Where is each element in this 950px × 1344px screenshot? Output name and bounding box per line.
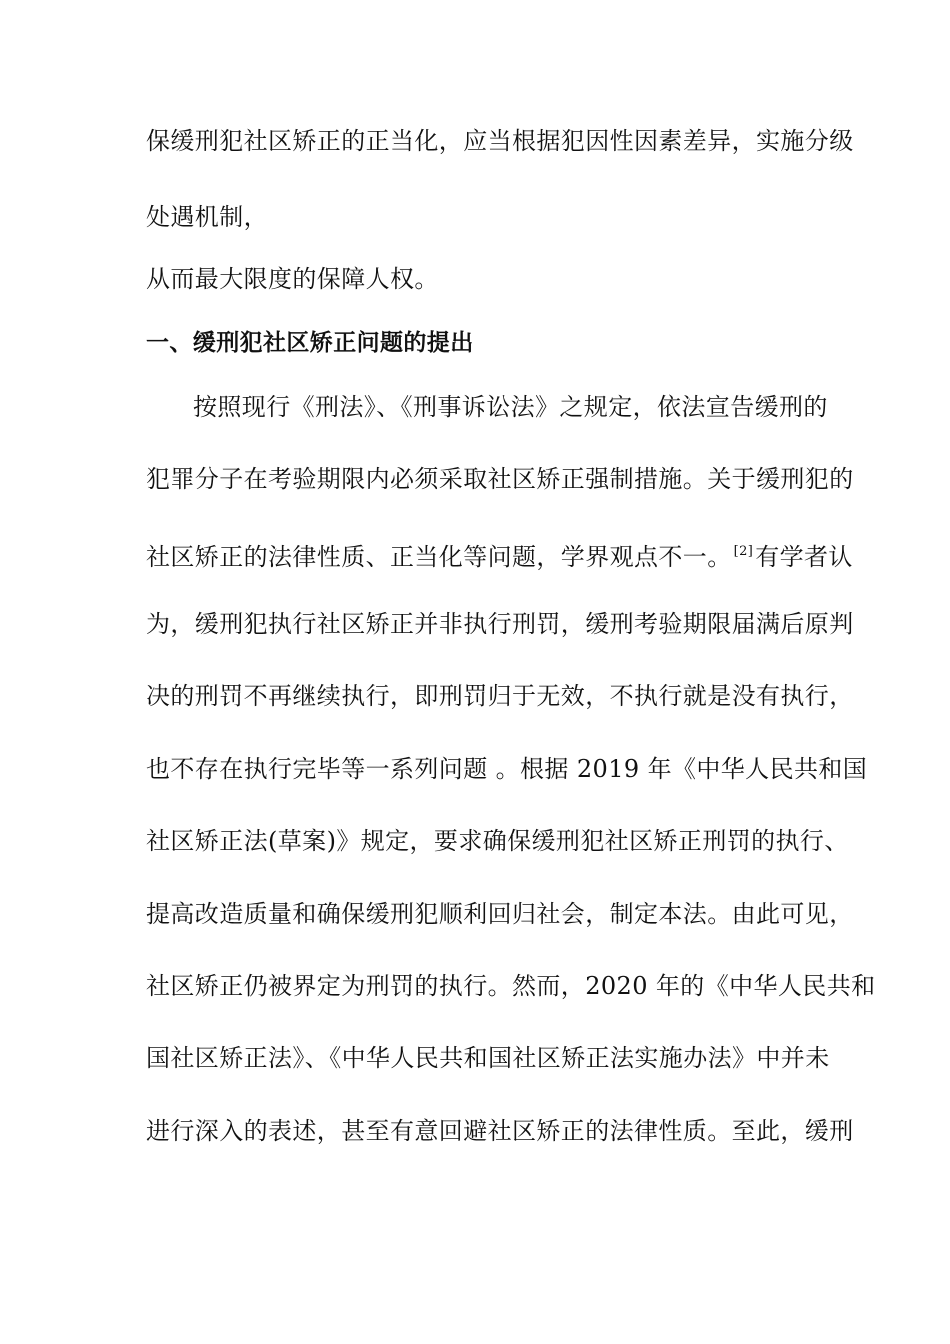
paragraph-line-2: 犯罪分子在考验期限内必须采取社区矫正强制措施。关于缓刑犯的 — [146, 465, 854, 493]
citation-marker: [2] — [733, 544, 754, 559]
paragraph-line-11: 进行深入的表述，甚至有意回避社区矫正的法律性质。至此，缓刑 — [146, 1117, 854, 1145]
paragraph-line-10: 国社区矫正法》、《中华人民共和国社区矫正法实施办法》中并未 — [146, 1044, 830, 1072]
section-heading: 一、缓刑犯社区矫正问题的提出 — [146, 330, 474, 356]
paragraph-line-8: 提高改造质量和确保缓刑犯顺利回归社会，制定本法。由此可见， — [146, 900, 854, 928]
body-line-3: 从而最大限度的保障人权。 — [146, 265, 439, 293]
paragraph-line-5: 决的刑罚不再继续执行，即刑罚归于无效，不执行就是没有执行， — [146, 682, 854, 710]
paragraph-line-3-text: 社区矫正的法律性质、正当化等问题，学界观点不一。 — [146, 543, 732, 571]
paragraph-line-9: 社区矫正仍被界定为刑罚的执行。然而，2020 年的《中华人民共和 — [146, 972, 876, 1000]
paragraph-line-1: 按照现行《刑法》、《刑事诉讼法》之规定，依法宣告缓刑的 — [193, 393, 828, 421]
paragraph-line-3 — [146, 535, 853, 574]
body-line-2: 处遇机制， — [146, 203, 268, 231]
paragraph-line-6: 也不存在执行完毕等一系列问题 。根据 2019 年《中华人民共和国 — [146, 755, 868, 783]
body-line-1: 保缓刑犯社区矫正的正当化，应当根据犯因性因素差异，实施分级 — [146, 127, 854, 155]
paragraph-line-4: 为，缓刑犯执行社区矫正并非执行刑罚，缓刑考验期限届满后原判 — [146, 610, 854, 638]
paragraph-line-7: 社区矫正法(草案)》规定，要求确保缓刑犯社区矫正刑罚的执行、 — [146, 827, 849, 855]
paragraph-line-3-tail: 有学者认 — [755, 543, 853, 571]
